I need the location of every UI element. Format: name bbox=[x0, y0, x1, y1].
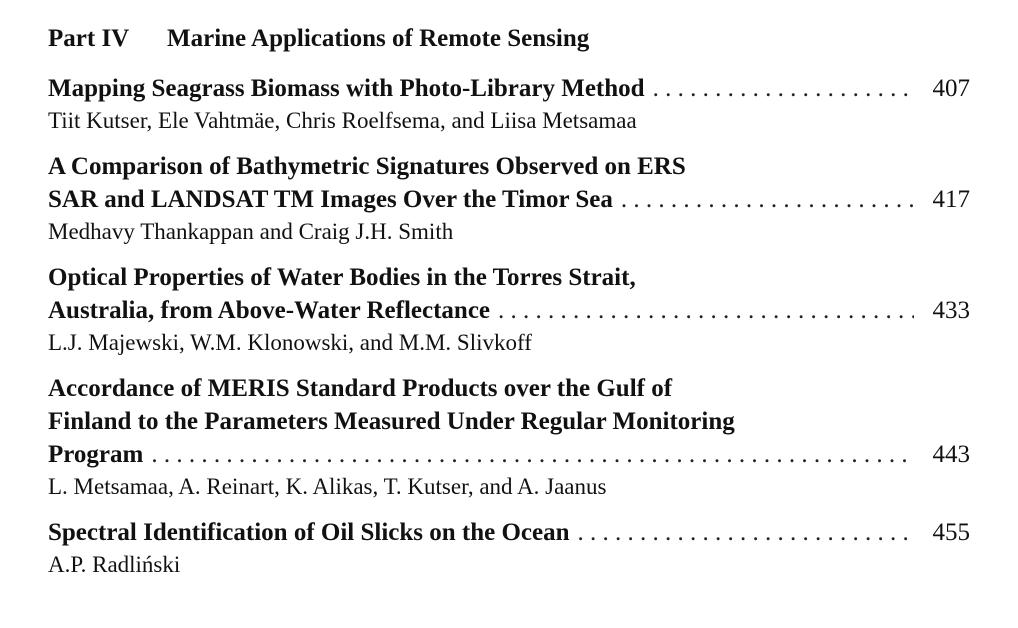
page-number[interactable]: 407 bbox=[932, 75, 970, 102]
toc-entry-authors: L.J. Majewski, W.M. Klonowski, and M.M. Slivkoff bbox=[48, 330, 532, 355]
toc-entry-authors: A.P. Radliński bbox=[48, 552, 181, 577]
toc-entry-title-line bbox=[48, 72, 970, 105]
dot-leader bbox=[645, 72, 914, 105]
part-title: Marine Applications of Remote Sensing bbox=[167, 25, 590, 52]
page-number[interactable]: 417 bbox=[932, 186, 970, 213]
page-number[interactable]: 455 bbox=[932, 519, 970, 546]
toc-entry-title[interactable]: Spectral Identification of Oil Slicks on the Ocean bbox=[48, 519, 570, 546]
toc-entry-title[interactable]: Program bbox=[48, 441, 144, 468]
page-number[interactable]: 433 bbox=[932, 297, 970, 324]
toc-entry-title[interactable]: Mapping Seagrass Biomass with Photo-Library Method bbox=[48, 75, 645, 102]
dot-leader bbox=[613, 183, 914, 216]
toc-entry-title[interactable]: A Comparison of Bathymetric Signatures Observed on ERS bbox=[48, 153, 686, 180]
toc-entry[interactable] bbox=[48, 150, 970, 247]
part-label: Part IV bbox=[48, 25, 130, 52]
toc-entry-title-line bbox=[48, 438, 970, 471]
dot-leader bbox=[570, 516, 914, 549]
toc-entry[interactable] bbox=[48, 516, 970, 580]
toc-entry[interactable] bbox=[48, 372, 970, 502]
toc-entry-authors: Tiit Kutser, Ele Vahtmäe, Chris Roelfsema, and Liisa Metsamaa bbox=[48, 108, 637, 133]
toc-entry-title[interactable]: SAR and LANDSAT TM Images Over the Timor Sea bbox=[48, 186, 613, 213]
toc-entry-title-line bbox=[48, 183, 970, 216]
toc-entry-title[interactable]: Finland to the Parameters Measured Under Regular Monitoring bbox=[48, 408, 735, 435]
toc-entry-title[interactable]: Australia, from Above-Water Reflectance bbox=[48, 297, 491, 324]
part-heading bbox=[48, 22, 970, 56]
toc-entry-title-line bbox=[48, 294, 970, 327]
page-number[interactable]: 443 bbox=[932, 441, 970, 468]
dot-leader bbox=[490, 294, 914, 327]
toc-entry-title-line bbox=[48, 516, 970, 549]
toc-entry[interactable] bbox=[48, 261, 970, 358]
toc-entry-title[interactable]: Optical Properties of Water Bodies in the Torres Strait, bbox=[48, 264, 636, 291]
table-of-contents bbox=[48, 22, 970, 594]
toc-entry[interactable] bbox=[48, 72, 970, 136]
toc-entry-authors: Medhavy Thankappan and Craig J.H. Smith bbox=[48, 219, 454, 244]
toc-entry-authors: L. Metsamaa, A. Reinart, K. Alikas, T. Kutser, and A. Jaanus bbox=[48, 474, 607, 499]
dot-leader bbox=[143, 438, 914, 471]
toc-entry-title[interactable]: Accordance of MERIS Standard Products over the Gulf of bbox=[48, 375, 673, 402]
